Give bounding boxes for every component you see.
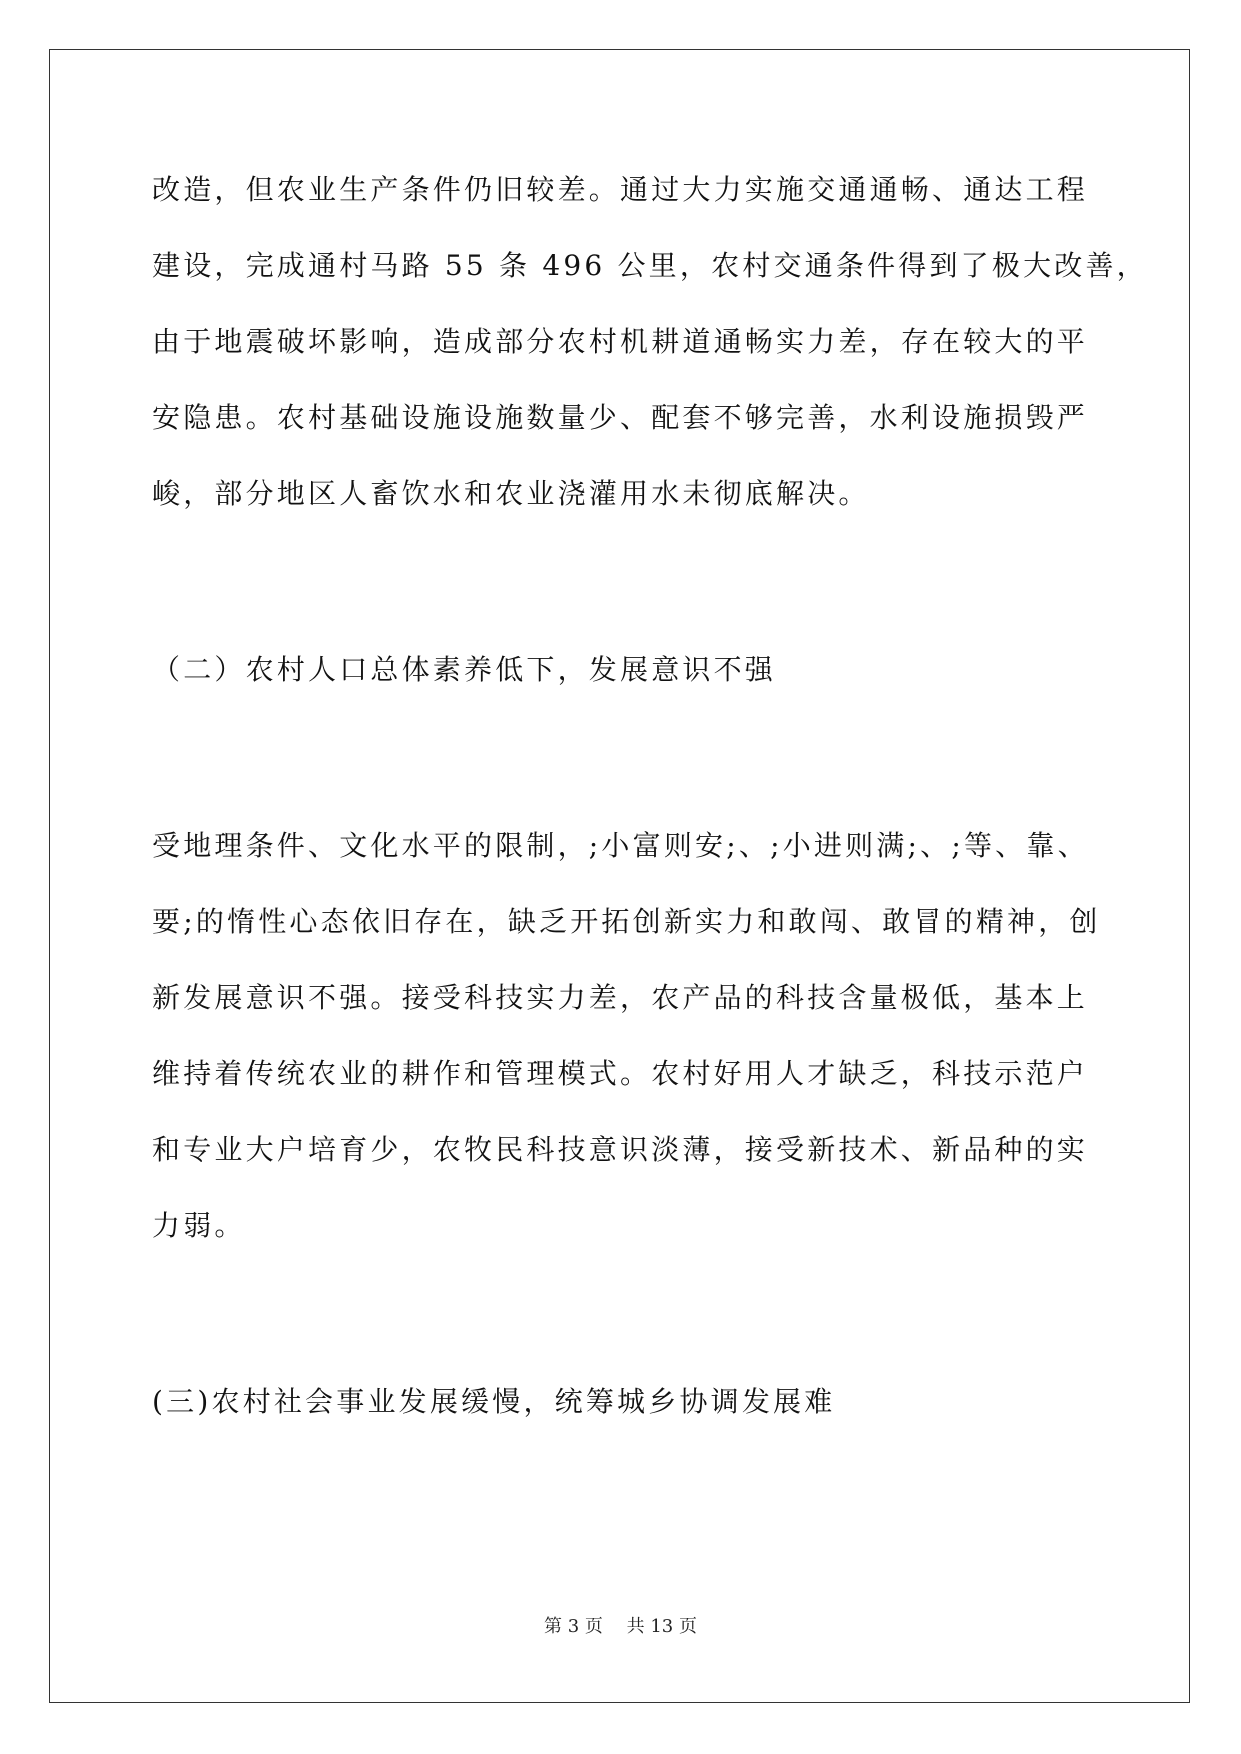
body-text-line: 由于地震破坏影响，造成部分农村机耕道通畅实力差，存在较大的平 [152,325,1089,358]
body-text-line: 安隐患。农村基础设施设施数量少、配套不够完善，水利设施损毁严 [152,401,1089,434]
body-text-line: 受地理条件、文化水平的限制，;小富则安;、;小进则满;、;等、靠、 [152,829,1089,862]
section-heading: （二）农村人口总体素养低下，发展意识不强 [152,653,777,686]
body-text-line: 和专业大户培育少，农牧民科技意识淡薄，接受新技术、新品种的实 [152,1133,1089,1166]
page-border [49,49,1190,1703]
page-number: 第 3 页 共 13 页 [544,1616,697,1637]
body-text-line: 新发展意识不强。接受科技实力差，农产品的科技含量极低，基本上 [152,981,1089,1014]
body-text-line: 峻，部分地区人畜饮水和农业浇灌用水未彻底解决。 [152,477,870,510]
body-text-line: 维持着传统农业的耕作和管理模式。农村好用人才缺乏，科技示范户 [152,1057,1089,1090]
body-text-line: 要;的惰性心态依旧存在，缺乏开拓创新实力和敢闯、敢冒的精神，创 [152,905,1101,938]
section-heading: (三)农村社会事业发展缓慢，统筹城乡协调发展难 [152,1385,836,1418]
body-text-line: 建设，完成通村马路 55 条 496 公里，农村交通条件得到了极大改善， [152,249,1148,282]
body-text-line: 改造，但农业生产条件仍旧较差。通过大力实施交通通畅、通达工程 [152,173,1089,206]
body-text-line: 力弱。 [152,1209,246,1242]
